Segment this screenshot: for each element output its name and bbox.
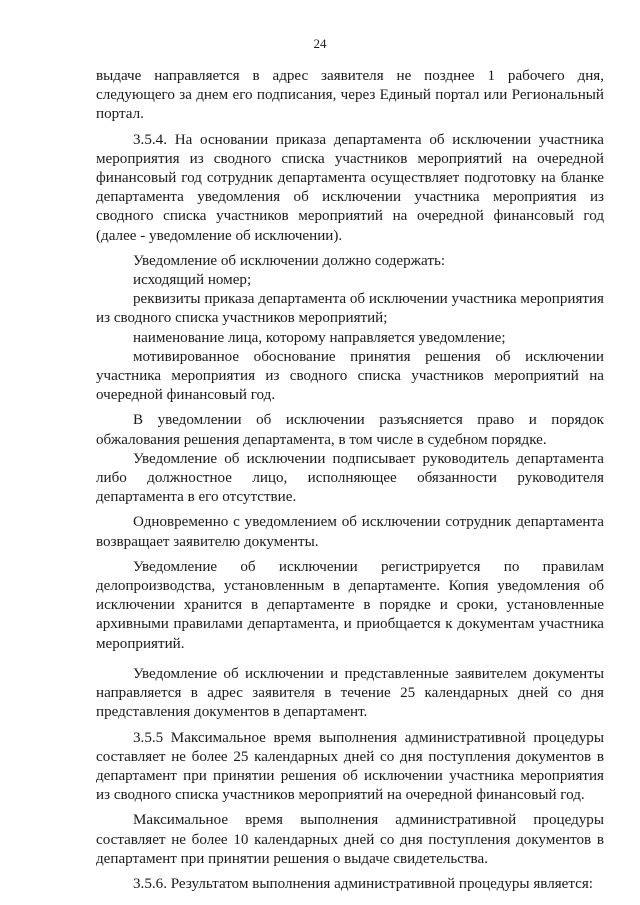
document-body bbox=[96, 67, 604, 894]
paragraph: мотивированное обоснование принятия решения об исключении участника мероприятия из сводного списка участников мероприятий на очередной финансовый год. bbox=[96, 348, 604, 404]
paragraph: наименование лица, которому направляется уведомление; bbox=[133, 329, 506, 346]
paragraph: 3.5.4. На основании приказа департамента об исключении участника мероприятия из сводного списка участников мероприятий на очередной финансовый год сотрудник департамента осуществляет подготовку на бланке департамента уведомления об исключении участника мероприятия из сводного списка участников мероприятий на очередной финансовый год (далее - уведомление об исключении). bbox=[96, 131, 604, 244]
paragraph: Уведомление об исключении подписывает руководитель департамента либо должностное лицо, исполняющее обязанности руководителя департамента в его отсутствие. bbox=[96, 450, 604, 506]
paragraph: В уведомлении об исключении разъясняется право и порядок обжалования решения департамента, в том числе в судебном порядке. bbox=[96, 412, 604, 448]
paragraph: 3.5.6. Результатом выполнения административной процедуры является: bbox=[133, 875, 593, 892]
paragraph: Уведомление об исключении регистрируется по правилам делопроизводства, установленным в департаменте. Копия уведомления об исключении хранится в департаменте в порядке и сроки, установленные архивными правилами департамента, и приобщается к документам участника мероприятий. bbox=[96, 558, 604, 652]
paragraph: Одновременно с уведомлением об исключении сотрудник департамента возвращает заявителю документы. bbox=[96, 514, 604, 550]
paragraph: исходящий номер; bbox=[133, 272, 252, 289]
paragraph: реквизиты приказа департамента об исключении участника мероприятия из сводного списка участников мероприятий; bbox=[96, 291, 604, 327]
paragraph: Уведомление об исключении должно содержать: bbox=[133, 252, 446, 269]
paragraph: Уведомление об исключении и представленные заявителем документы направляется в адрес заявителя в течение 25 календарных дней со дня представления документов в департамент. bbox=[96, 665, 604, 721]
page-number: 24 bbox=[313, 36, 327, 51]
paragraph: выдаче направляется в адрес заявителя не позднее 1 рабочего дня, следующего за днем его подписания, через Единый портал или Региональный портал. bbox=[96, 68, 604, 123]
paragraph: 3.5.5 Максимальное время выполнения административной процедуры составляет не более 25 календарных дней со дня поступления документов в департамент при принятии решения об исключении участника мероприятия из сводного списка участников мероприятий на очередной финансовый год. bbox=[96, 729, 604, 804]
paragraph: Максимальное время выполнения административной процедуры составляет не более 10 календарных дней со дня поступления документов в департамент при принятии решения о выдаче свидетельства. bbox=[96, 812, 604, 867]
